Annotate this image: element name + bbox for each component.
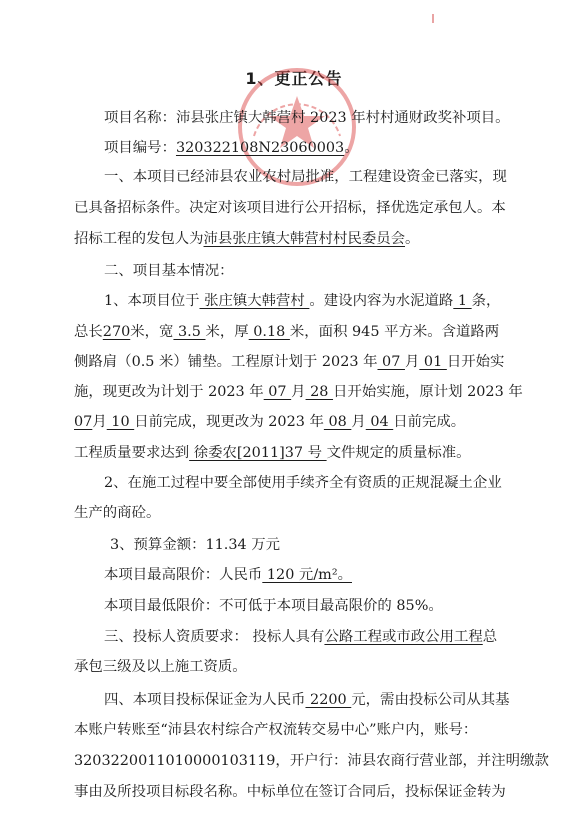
item-1-line-2 xyxy=(74,322,534,342)
item-1-line-3 xyxy=(74,352,534,372)
item-2-line-2 xyxy=(74,503,534,523)
road-count-unit: 条， xyxy=(471,293,501,309)
project-name-line xyxy=(74,108,534,128)
quality-text: 文件规定的质量标准。 xyxy=(326,445,471,461)
item-1-line-6 xyxy=(74,443,534,463)
page-title: 1、更正公告 xyxy=(245,69,343,88)
paragraph-1-line-2 xyxy=(74,198,534,218)
section-2-heading xyxy=(74,261,534,281)
month-label-1: 月 xyxy=(404,354,420,370)
qualification-end: 总 xyxy=(482,629,498,645)
project-code-value: 320322108N23060003 xyxy=(175,140,345,156)
quality-standard: 徐委农[2011]37 号 xyxy=(189,445,327,461)
item-2-text-1: 2、在施工过程中要全部使用手续齐全有资质的正规混凝土企业 xyxy=(104,475,502,491)
paragraph-1-text-1: 一、本项目已经沛县农业农村局批准，工程建设资金已落实，现 xyxy=(104,169,507,185)
section-2-heading-text: 二、项目基本情况： xyxy=(104,263,234,279)
item-1-line-1 xyxy=(74,291,534,311)
location-value: 张庄镇大韩营村 xyxy=(199,293,310,309)
road-count: 1 xyxy=(453,293,472,309)
max-price-value: 120 元/m²。 xyxy=(262,567,352,583)
orig-end-month: 07 xyxy=(74,414,93,430)
new-end-month: 08 xyxy=(323,414,352,430)
project-code-end: 。 xyxy=(344,140,359,156)
min-price-text: 本项目最低限价：不可低于本项目最高限价的 85%。 xyxy=(104,598,443,614)
new-start-day: 28 xyxy=(305,384,334,400)
max-price-line xyxy=(74,565,534,585)
employer-label: 招标工程的发包人为 xyxy=(74,231,204,247)
schedule-text-2: 日开始实 xyxy=(446,354,505,370)
new-start-month: 07 xyxy=(263,384,292,400)
item-1-line-5 xyxy=(74,412,534,432)
qualification-value: 公路工程或市政公用工程 xyxy=(324,629,483,645)
width-label: 米，宽 xyxy=(130,324,174,340)
project-code-line xyxy=(74,138,534,158)
length-value: 270 xyxy=(102,324,131,340)
month-label-3: 月 xyxy=(92,414,107,430)
project-name-text: 项目名称：沛县张庄镇大韩营村 2023 年村村通财政奖补项目。 xyxy=(104,110,510,126)
road-content-label: 。建设内容为水泥道路 xyxy=(309,293,454,309)
area-text: 米，面积 945 平方米。含道路两 xyxy=(289,324,500,340)
section-4-line-4 xyxy=(74,782,534,802)
thickness-label: 米，厚 xyxy=(205,324,249,340)
employer-name: 沛县张庄镇大韩营村村民委员会 xyxy=(203,231,406,247)
account-text: 本账户转账至“沛县农村综合产权流转交易中心”账户内，账号： xyxy=(74,722,478,738)
orig-end-day: 10 xyxy=(106,414,135,430)
budget-text: 3、预算金额：11.34 万元 xyxy=(110,537,281,553)
section-3-line-2 xyxy=(74,657,534,677)
qualification-text-2: 承包三级及以上施工资质。 xyxy=(74,659,247,675)
schedule-text-4: 日开始实施，原计划 2023 年 xyxy=(333,384,523,400)
section-4-line-2 xyxy=(74,720,534,740)
length-label: 总长 xyxy=(74,324,103,340)
account-number-text: 32032200110100001031​19，开户行：沛县农商行营业部，并注明缴款 xyxy=(74,753,549,769)
item-1-line-4 xyxy=(74,382,534,402)
location-label: 1、本项目位于 xyxy=(104,293,200,309)
paragraph-1-line-3 xyxy=(74,229,534,249)
deposit-value: 2200 xyxy=(305,692,352,708)
paragraph-1-text-2: 已具备招标条件。决定对该项目进行公开招标，择优选定承包人。本 xyxy=(74,200,506,216)
deposit-text: 元，需由投标公司从其基 xyxy=(351,692,510,708)
schedule-text-1: 侧路肩（0.5 米）铺垫。工程原计划于 2023 年 xyxy=(74,354,378,370)
schedule-text-3: 施，现更改为计划于 2023 年 xyxy=(74,384,264,400)
orig-start-month: 07 xyxy=(377,354,405,370)
employer-end: 。 xyxy=(405,231,420,247)
item-3-line xyxy=(74,535,534,555)
schedule-text-6: 日前完成。 xyxy=(393,414,466,430)
month-label-4: 月 xyxy=(351,414,366,430)
orig-start-day: 01 xyxy=(419,354,447,370)
min-price-line xyxy=(74,596,534,616)
max-price-label: 本项目最高限价：人民币 xyxy=(104,567,263,583)
section-4-line-1 xyxy=(74,690,534,710)
quality-label: 工程质量要求达到 xyxy=(74,445,190,461)
deposit-transfer-text: 事由及所投项目标段名称。中标单位在签订合同后，投标保证金转为 xyxy=(74,784,506,800)
project-code-label: 项目编号： xyxy=(104,140,176,156)
qualification-label: 三、投标人资质要求： 投标人具有 xyxy=(104,629,325,645)
section-4-line-3 xyxy=(74,751,549,771)
thickness-value: 0.18 xyxy=(248,324,290,340)
schedule-text-5: 日前完成，现更改为 2023 年 xyxy=(134,414,324,430)
deposit-label: 四、本项目投标保证金为人民币 xyxy=(104,692,306,708)
item-2-text-2: 生产的商砼。 xyxy=(74,505,161,521)
new-end-day: 04 xyxy=(365,414,394,430)
paragraph-1-line-1 xyxy=(74,167,534,187)
width-value: 3.5 xyxy=(173,324,206,340)
section-3-line-1 xyxy=(74,627,534,647)
item-2-line-1 xyxy=(74,473,534,493)
red-mark xyxy=(432,14,434,23)
month-label-2: 月 xyxy=(291,384,306,400)
